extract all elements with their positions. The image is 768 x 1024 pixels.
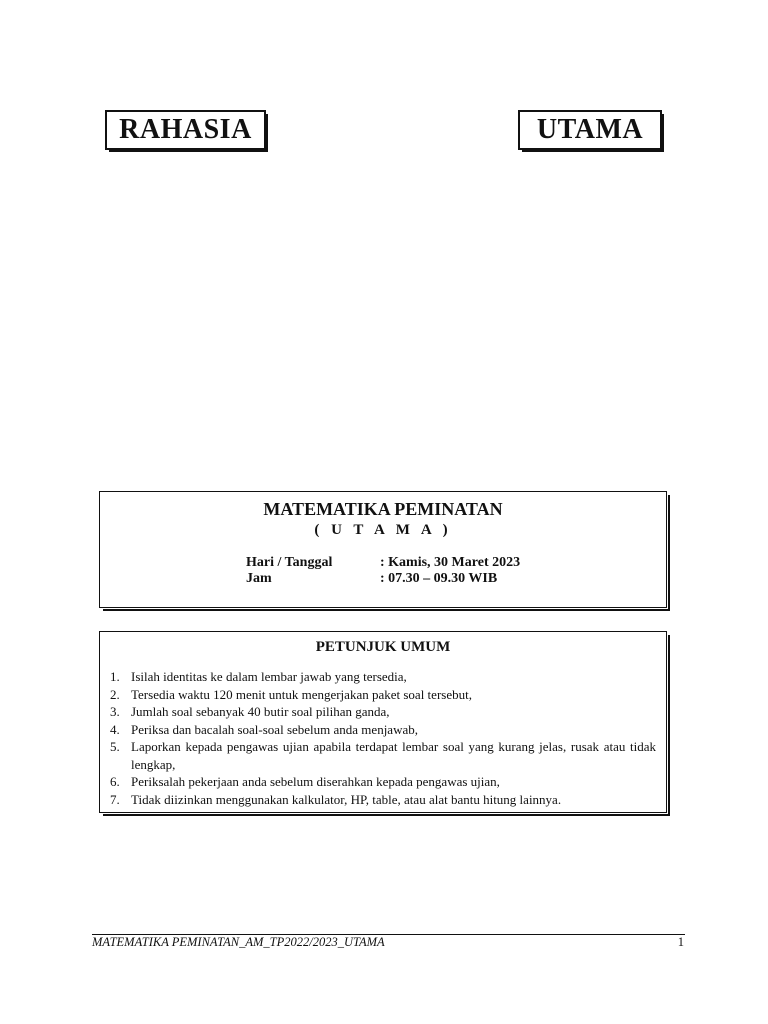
footer-code: MATEMATIKA PEMINATAN_AM_TP2022/2023_UTAMA xyxy=(92,935,385,949)
item-number: 3. xyxy=(110,704,120,719)
instructions-title: PETUNJUK UMUM xyxy=(315,639,451,655)
time-label: Jam xyxy=(246,571,272,586)
rahasia-label: RAHASIA xyxy=(119,114,252,145)
item-number: 2. xyxy=(110,686,120,702)
list-item xyxy=(110,738,656,773)
item-number: 5. xyxy=(110,739,120,754)
time-row xyxy=(246,571,497,587)
item-text: Periksa dan bacalah soal-soal sebelum anda menjawab, xyxy=(131,721,418,737)
item-text: Jumlah soal sebanyak 40 butir soal pilihan ganda, xyxy=(131,704,390,719)
instructions-list xyxy=(110,668,656,808)
subject-title: MATEMATIKA PEMINATAN xyxy=(263,499,503,519)
item-text: Periksalah pekerjaan anda sebelum diserahkan kepada pengawas ujian, xyxy=(131,774,500,789)
list-item xyxy=(110,703,656,721)
utama-stamp xyxy=(518,110,662,150)
item-text: Isilah identitas ke dalam lembar jawab yang tersedia, xyxy=(131,669,407,684)
item-number: 4. xyxy=(110,721,120,737)
list-item xyxy=(110,668,656,686)
exam-info-box xyxy=(99,491,667,608)
item-number: 6. xyxy=(110,774,120,789)
date-value: : Kamis, 30 Maret 2023 xyxy=(380,555,521,570)
instructions-box xyxy=(99,631,667,813)
date-row xyxy=(246,555,520,571)
item-text: Tersedia waktu 120 menit untuk mengerjakan paket soal tersebut, xyxy=(131,686,472,702)
time-value: : 07.30 – 09.30 WIB xyxy=(380,571,498,586)
rahasia-stamp xyxy=(105,110,266,150)
list-item xyxy=(110,721,656,739)
item-number: 1. xyxy=(110,669,120,684)
item-number: 7. xyxy=(110,791,120,807)
page-number: 1 xyxy=(677,935,684,949)
date-label: Hari / Tanggal xyxy=(246,555,333,570)
utama-label: UTAMA xyxy=(536,114,644,145)
list-item xyxy=(110,773,656,791)
item-text: Laporkan kepada pengawas ujian apabila terdapat lembar soal yang kurang jelas, rusak atau tidak lengkap, xyxy=(131,739,656,772)
item-text: Tidak diizinkan menggunakan kalkulator, HP, table, atau alat bantu hitung lainnya. xyxy=(131,791,562,807)
list-item xyxy=(110,791,656,809)
exam-variant: ( U T A M A ) xyxy=(314,522,452,538)
list-item xyxy=(110,686,656,704)
